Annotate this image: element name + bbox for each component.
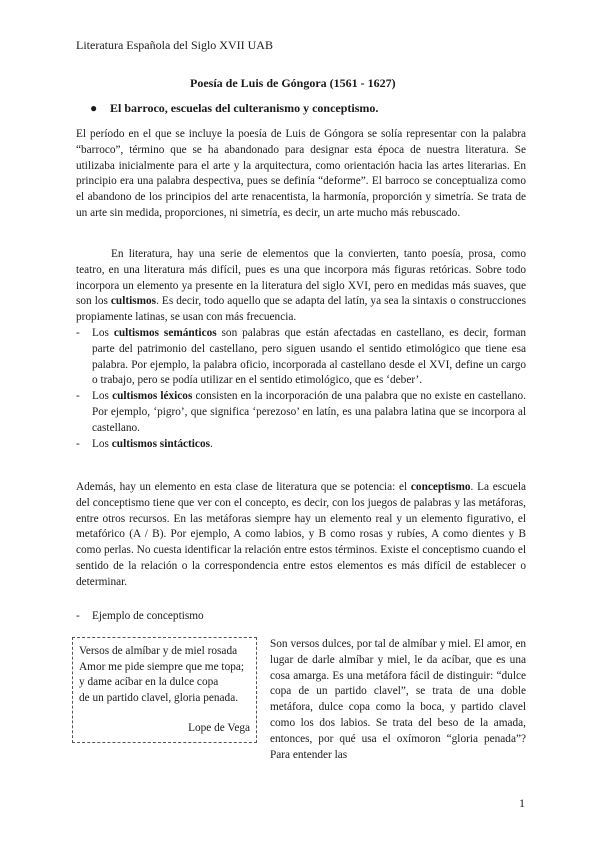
page-number: 1 (519, 796, 525, 810)
list-item (76, 389, 526, 436)
list-item-pre: Los (92, 327, 114, 339)
paragraph-2-text-c: . Es decir, todo aquello que se adapta del latín, ya sea la sintaxis o construcciones propiamente latinas, se usan con más frecuencia. (76, 295, 526, 324)
list-item-text: . (210, 437, 213, 450)
document-title: Poesía de Luis de Góngora (1561 - 1627) (190, 76, 396, 90)
paragraph-1: El período en el que se incluye la poesía de Luis de Góngora se solía representar con la palabra “barroco”, término que se ha abandonado para designar esta época de nuestra literatura. Se utilizaba inicialmente para el arte y la arquitectura, como orientación hacia las artes literarias. En principio era una palabra despectiva, pues se definía “deforme”. El barroco se conceptualiza como el abandono de los principios del arte renacentista, la harmonía, proporción y simetría. Se trata de un arte sin medida, proporciones, ni simetría, es decir, un arte mucho más rebuscado. (76, 128, 526, 219)
section-heading-text: El barroco, escuelas del culteranismo y conceptismo. (110, 101, 379, 115)
list-item-text: son palabras que están afectadas en castellano, es decir, forman parte del patrimonio del castellano, pero siguen usando el sentido etimológico que tiene esa palabra. Por ejemplo, la palabra oficio, incorporada al castellano desde el XVI, define un cargo o trabajo, pero se podía utilizar en el sentido etimológico, que es ‘deber’. (92, 327, 526, 387)
list-item (76, 437, 526, 453)
paragraph-3-text-a: Además, hay un elemento en esta clase de literatura que se potencia: el (76, 481, 411, 493)
poem-line: Versos de almíbar y de miel rosada (79, 645, 238, 657)
section-heading (90, 101, 378, 116)
list-item-pre: Los (92, 437, 112, 450)
paragraph-2 (76, 247, 526, 326)
example-label-text: Ejemplo de conceptismo (92, 610, 204, 622)
dash-marker: - (76, 327, 80, 339)
dash-marker: - (76, 437, 80, 450)
list-item-term: cultismos semánticos (113, 327, 217, 339)
dash-marker: - (76, 610, 80, 622)
cultismos-list (76, 326, 526, 452)
poem-box (72, 637, 257, 743)
example-label (76, 610, 204, 622)
term-conceptismo: conceptismo (410, 481, 471, 493)
page-header: Literatura Española del Siglo XVII UAB (76, 38, 273, 52)
paragraph-3 (76, 480, 526, 591)
poem-line: Amor me pide siempre que me topa; (79, 660, 245, 673)
term-cultismos: cultismos (110, 295, 157, 308)
poem-line: y dame acíbar en la dulce copa (79, 676, 219, 688)
poem-line: de un partido clavel, gloria penada. (79, 691, 239, 704)
paragraph-3-text-c: . La escuela del conceptismo tiene que ver con el concepto, es decir, con los juegos de palabras y las metáforas, entre otros recursos. En las metáforas siempre hay un elemento real y un elemento figurativo, el metafórico (A / B). Por ejemplo, A como labios, y B como rosas y rubíes, A como dientes y B como perlas. No cuesta identificar la relación entre estos términos. Existe el conceptismo cuando el sentido de la relación o la correspondencia entre estos elementos es más difícil de establecer o determinar. (76, 481, 526, 588)
bullet-icon: ● (90, 101, 98, 115)
list-item-text: consisten en la incorporación de una palabra que no existe en castellano. Por ejemplo, ‘pigro’, que significa ‘perezoso’ en latín, es una palabra latina que se incorpora al castellano. (92, 390, 527, 434)
paragraph-2-text-a: En literatura, hay una serie de elementos que la convierten, tanto poesía, prosa, como teatro, en una literatura más difícil, pues es una que incorpora más figuras retóricas. Sobre todo incorpora un elemento ya presente en la literatura del siglo XVI, pero en medidas más suaves, que son los (76, 248, 526, 308)
dash-marker: - (76, 390, 80, 403)
list-item-pre: Los (92, 390, 113, 403)
poem-author: Lope de Vega (188, 721, 250, 734)
list-item (76, 326, 526, 389)
list-item-term: cultismos sintácticos (111, 437, 210, 450)
list-item-term: cultismos léxicos (112, 390, 193, 403)
paragraph-4: Son versos dulces, por tal de almíbar y miel. El amor, en lugar de darle almíbar y miel, le da acíbar, que es una cosa amarga. Es una metáfora fácil de distinguir: “dulce copa de un partido clavel”, se trata de una doble metáfora, dulce copa como la boca, y partido clavel como los dos labios. Se trata del beso de la amada, entonces, por qué usa el oxímoron “gloria penada”? Para entender las (270, 638, 526, 761)
